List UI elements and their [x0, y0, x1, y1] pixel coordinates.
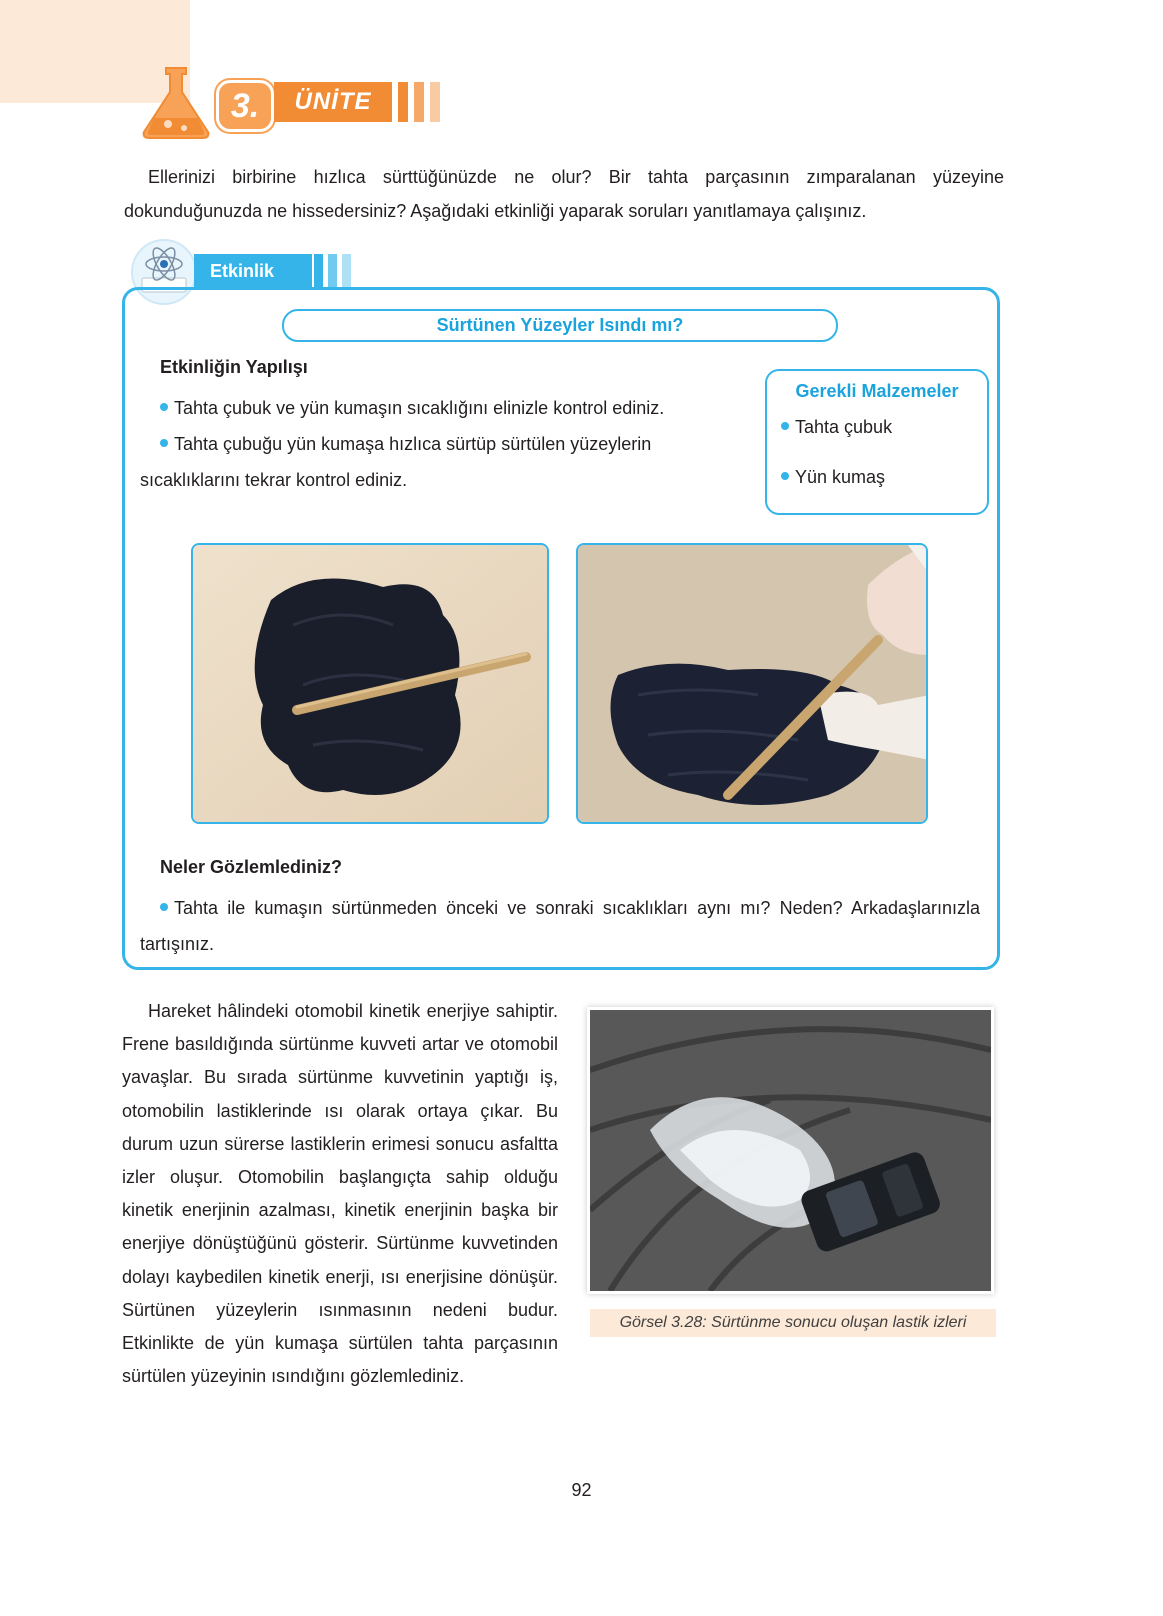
procedure-heading: Etkinliğin Yapılışı	[160, 357, 308, 377]
observation-heading: Neler Gözlemlediniz?	[160, 857, 343, 877]
bullet	[781, 472, 789, 480]
bullet	[160, 439, 168, 447]
materials-heading: Gerekli Malzemeler	[795, 381, 959, 401]
list-item: Yün kumaş	[781, 467, 885, 488]
unit-number: 3.	[216, 80, 274, 132]
list-item: Tahta çubuk	[781, 417, 892, 438]
list-item: Tahta çubuk ve yün kumaşın sıcaklığını elinizle kontrol ediniz.	[140, 390, 740, 426]
bullet	[781, 422, 789, 430]
stripe	[398, 82, 408, 122]
tab-stripe	[342, 254, 351, 288]
tab-stripe	[328, 254, 337, 288]
page-number: 92	[571, 1480, 592, 1500]
tab-stripe	[314, 254, 323, 288]
photo-rubbing-stick-on-cloth	[576, 543, 928, 824]
observation-list	[140, 890, 980, 962]
stripe	[414, 82, 424, 122]
body-paragraph: Hareket hâlindeki otomobil kinetik enerjiye sahiptir. Frene basıldığında sürtünme kuvveti artar ve otomobil yavaşlar. Bu sırada sürtünme kuvvetinin yaptığı iş, otomobilin lastiklerinde ısı olarak ortaya çıkar. Bu durum uzun sürerse lastiklerin erimesi sonucu asfaltta izler oluşur. Otomobilin başlangıçta sahip olduğu kinetik enerjinin azalması, kinetik enerjinin başka bir enerjiye dönüştüğünü gösterir. Sürtünme kuvvetinden dolayı kaybedilen kinetik enerji, ısı enerjisine dönüşür. Sürtünen yüzeylerin ısınmasının nedeni budur. Etkinlikte de yün kumaşa sürtülen tahta parçasının sürtülen yüzeyinin ısındığını gözlemlediniz.	[122, 1001, 558, 1387]
procedure-list	[140, 390, 740, 498]
figure-caption: Görsel 3.28: Sürtünme sonucu oluşan lastik izleri	[590, 1309, 996, 1337]
intro-paragraph: Ellerinizi birbirine hızlıca sürttüğünüzde ne olur? Bir tahta parçasının zımparalanan yüzeyine dokunduğunuzda ne hissedersiniz? Aşağıdaki etkinliği yaparak soruları yanıtlamaya çalışınız.	[124, 167, 1004, 221]
list-item: Tahta çubuğu yün kumaşa hızlıca sürtüp sürtülen yüzeylerin sıcaklıklarını tekrar kontrol ediniz.	[140, 434, 652, 490]
unit-badge	[138, 62, 458, 142]
bullet	[160, 403, 168, 411]
materials-box	[765, 369, 989, 515]
activity-title: Sürtünen Yüzeyler Isındı mı?	[282, 309, 838, 342]
unit-label: ÜNİTE	[274, 82, 392, 122]
photo-tire-marks	[590, 1010, 991, 1291]
photo-cloth-and-stick	[191, 543, 549, 824]
stripe	[430, 82, 440, 122]
activity-tab: Etkinlik	[194, 254, 312, 288]
list-item: Tahta ile kumaşın sürtünmeden önceki ve sonraki sıcaklıkları aynı mı? Neden? Arkadaşlarınızla tartışınız.	[140, 898, 980, 954]
bullet	[160, 903, 168, 911]
